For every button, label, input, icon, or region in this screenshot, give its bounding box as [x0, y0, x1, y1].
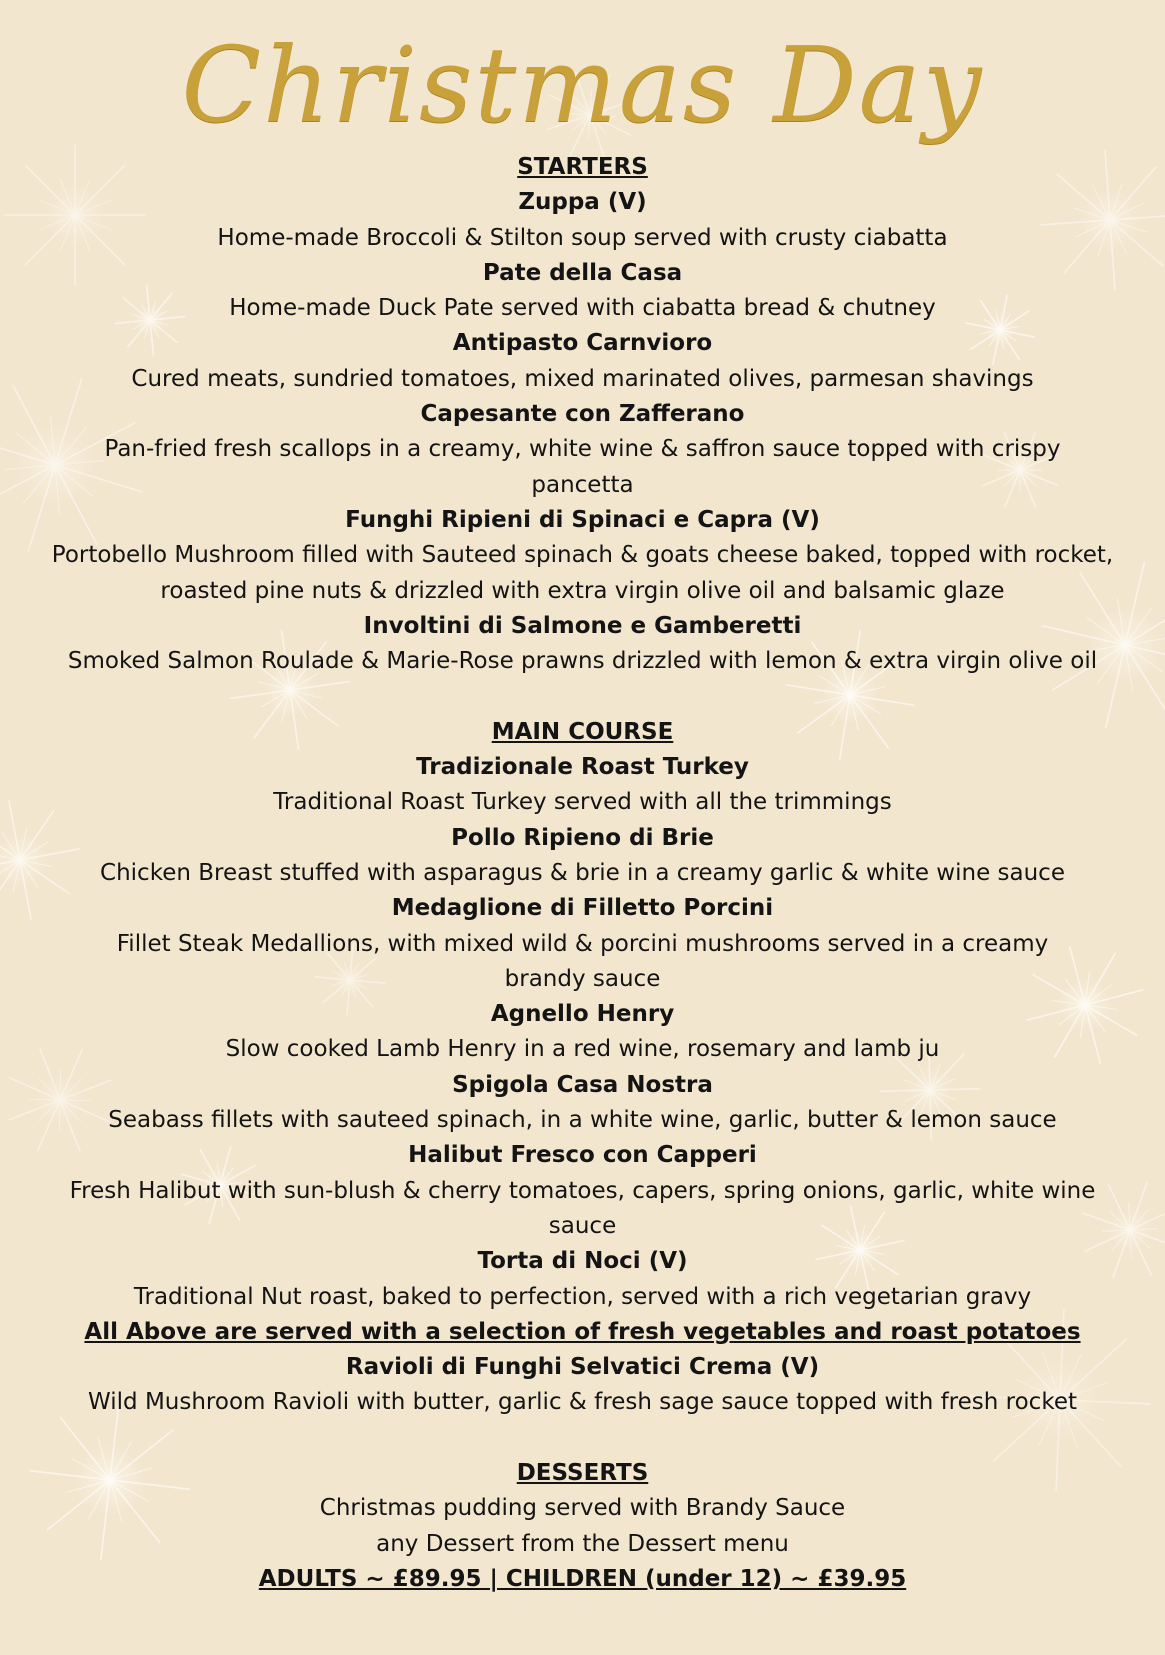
- dish-name: Torta di Noci (V): [477, 1248, 688, 1275]
- dish-name: Zuppa (V): [518, 189, 647, 216]
- menu-title: Christmas Day: [181, 24, 984, 146]
- dish-description: Home-made Duck Pate served with ciabatta bread & chutney: [229, 295, 936, 322]
- dish-name: Pollo Ripieno di Brie: [451, 824, 714, 851]
- menu-body: [40, 150, 1125, 1597]
- dish-description: Traditional Roast Turkey served with all the trimmings: [273, 789, 892, 816]
- starters-heading: STARTERS: [517, 154, 648, 180]
- dish-name: Funghi Ripieni di Spinaci e Capra (V): [345, 506, 820, 533]
- dish-description: Traditional Nut roast, baked to perfection, served with a rich vegetarian gravy: [133, 1283, 1032, 1310]
- dish-name: Capesante con Zafferano: [420, 401, 745, 428]
- dish-name: Spigola Casa Nostra: [452, 1071, 713, 1098]
- dish-name: Halibut Fresco con Capperi: [408, 1142, 757, 1169]
- dish-description: Cured meats, sundried tomatoes, mixed marinated olives, parmesan shavings: [131, 365, 1034, 392]
- dish-name: Tradizionale Roast Turkey: [416, 754, 749, 781]
- dish-description: Wild Mushroom Ravioli with butter, garlic & fresh sage sauce topped with fresh rocket: [88, 1389, 1077, 1416]
- dish-description: Slow cooked Lamb Henry in a red wine, rosemary and lamb ju: [225, 1036, 940, 1063]
- dish-description: Fillet Steak Medallions, with mixed wild & porcini mushrooms served in a creamy brandy sauce: [116, 930, 1049, 992]
- main-course-heading: MAIN COURSE: [491, 718, 674, 745]
- dish-description: Chicken Breast stuffed with asparagus & brie in a creamy garlic & white wine sauce: [100, 859, 1065, 886]
- price-line: ADULTS ~ £89.95 | CHILDREN (under 12) ~ £39.95: [258, 1565, 907, 1592]
- dish-name: Medaglione di Filletto Porcini: [391, 895, 774, 922]
- dessert-item: any Dessert from the Dessert menu: [376, 1530, 789, 1557]
- section-spacer: [40, 1421, 1125, 1456]
- desserts-heading: DESSERTS: [516, 1459, 649, 1486]
- dish-name: Ravioli di Funghi Selvatici Crema (V): [345, 1354, 820, 1381]
- dish-description: Seabass fillets with sauteed spinach, in a white wine, garlic, butter & lemon sauce: [108, 1107, 1057, 1134]
- dish-name: Agnello Henry: [490, 1001, 675, 1028]
- dish-description: Pan-fried fresh scallops in a creamy, white wine & saffron sauce topped with crispy pancetta: [104, 436, 1061, 498]
- dish-description: Portobello Mushroom filled with Sauteed spinach & goats cheese baked, topped with rocket, roasted pine nuts & drizzled with extra virgin olive oil and balsamic glaze: [51, 542, 1114, 604]
- section-spacer: [40, 679, 1125, 714]
- dish-description: Home-made Broccoli & Stilton soup served with crusty ciabatta: [217, 224, 948, 251]
- dish-description: Smoked Salmon Roulade & Marie-Rose prawns drizzled with lemon & extra virgin olive oil: [67, 648, 1098, 675]
- dessert-item: Christmas pudding served with Brandy Sauce: [319, 1495, 846, 1522]
- dish-name: Pate della Casa: [482, 259, 683, 286]
- sides-note: All Above are served with a selection of fresh vegetables and roast potatoes: [84, 1318, 1081, 1345]
- dish-name: Antipasto Carnvioro: [452, 330, 713, 357]
- dish-description: Fresh Halibut with sun-blush & cherry tomatoes, capers, spring onions, garlic, white wine sauce: [69, 1177, 1096, 1239]
- dish-name: Involtini di Salmone e Gamberetti: [363, 612, 802, 639]
